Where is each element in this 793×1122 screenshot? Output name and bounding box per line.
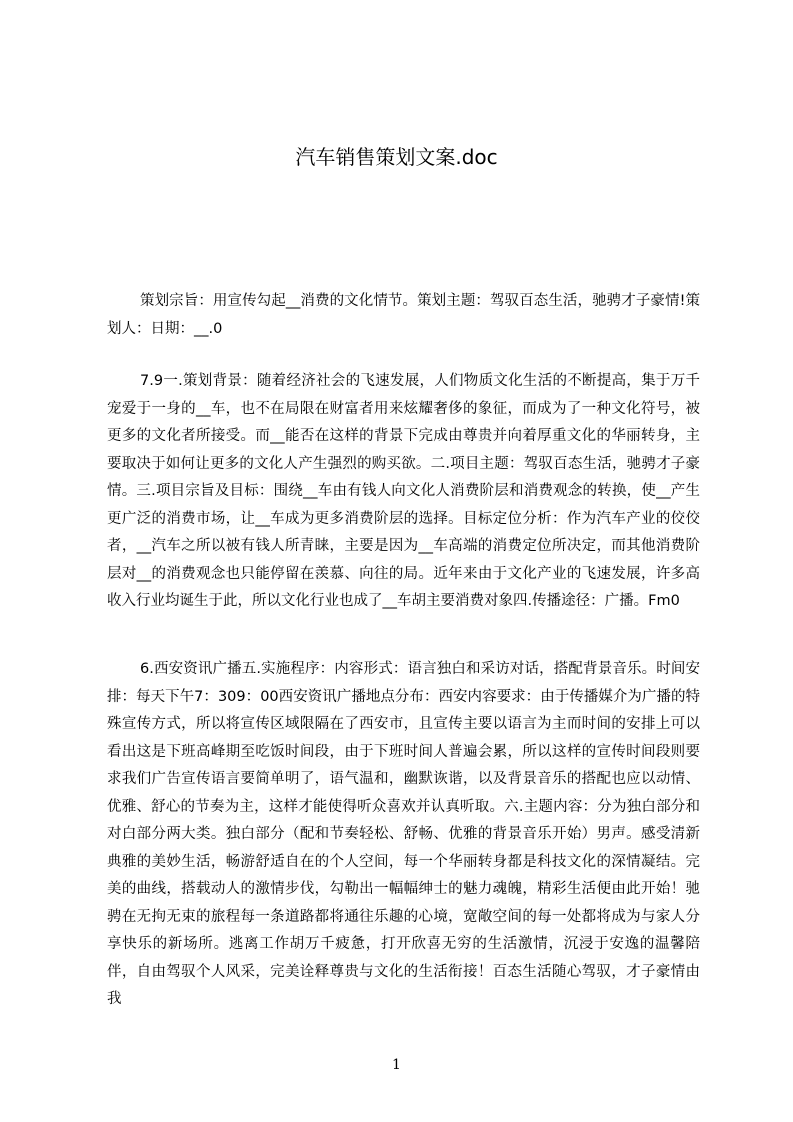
page-number: 1	[392, 1057, 401, 1073]
paragraph-planning-purpose: 策划宗旨：用宣传勾起__消费的文化情节。策划主题：驾驭百态生活，驰骋才子豪情!策划人：日期：__.0	[107, 293, 700, 337]
paragraph-planning-background: 7.9一.策划背景：随着经济社会的飞速发展，人们物质文化生活的不断提高，集于万千宠爱于一身的__车，也不在局限在财富者用来炫耀奢侈的象征，而成为了一种文化符号，被更多的文化者所接受。而__能否在这样的背景下完成由尊贵并向着厚重文化的华丽转身，主要取决于如何让更多的文化人产生强烈的购买欲。二.项目主题：驾驭百态生活，驰骋才子豪情。三.项目宗旨及目标：围绕__车由有钱人向文化人消费阶层和消费观念的转换，使__产生更广泛的消费市场，让__车成为更多消费阶层的选择。目标定位分析：作为汽车产业的佼佼者，__汽车之所以被有钱人所青睐，主要是因为__车高端的消费定位所决定，而其他消费阶层对__的消费观念也只能停留在羡慕、向往的局。近年来由于文化产业的飞速发展，许多高收入行业均诞生于此，所以文化行业也成了__车胡主要消费对象四.传播途径：广播。Fm0	[107, 373, 700, 609]
document-title: 汽车销售策划文案.doc	[295, 145, 498, 169]
paragraph-implementation: 6.西安资讯广播五.实施程序：内容形式：语言独白和采访对话，搭配背景音乐。时间安排：每天下午7：309：00西安资讯广播地点分布：西安内容要求：由于传播媒介为广播的特殊宣传方式，所以将宣传区域限隔在了西安市，且宣传主要以语言为主而时间的安排上可以看出这是下班高峰期至吃饭时间段，由于下班时间人普遍会累，所以这样的宣传时间段则要求我们广告宣传语言要简单明了，语气温和，幽默诙谐，以及背景音乐的搭配也应以动情、优雅、舒心的节奏为主，这样才能使得听众喜欢并认真听取。六.主题内容：分为独白部分和对白部分两大类。独白部分（配和节奏轻松、舒畅、优雅的背景音乐开始）男声。感受清新典雅的美妙生活，畅游舒适自在的个人空间，每一个华丽转身都是科技文化的深情凝结。完美的曲线，搭载动人的激情步伐，勾勒出一幅幅绅士的魅力魂魄，精彩生活便由此开始！驰骋在无拘无束的旅程每一条道路都将通往乐趣的心境，宽敞空间的每一处都将成为与家人分享快乐的新场所。逃离工作胡万千疲惫，打开欣喜无穷的生活激情，沉浸于安逸的温馨陪伴，自由驾驭个人风采，完美诠释尊贵与文化的生活衔接！百态生活随心驾驭，才子豪情由我	[107, 661, 700, 1007]
